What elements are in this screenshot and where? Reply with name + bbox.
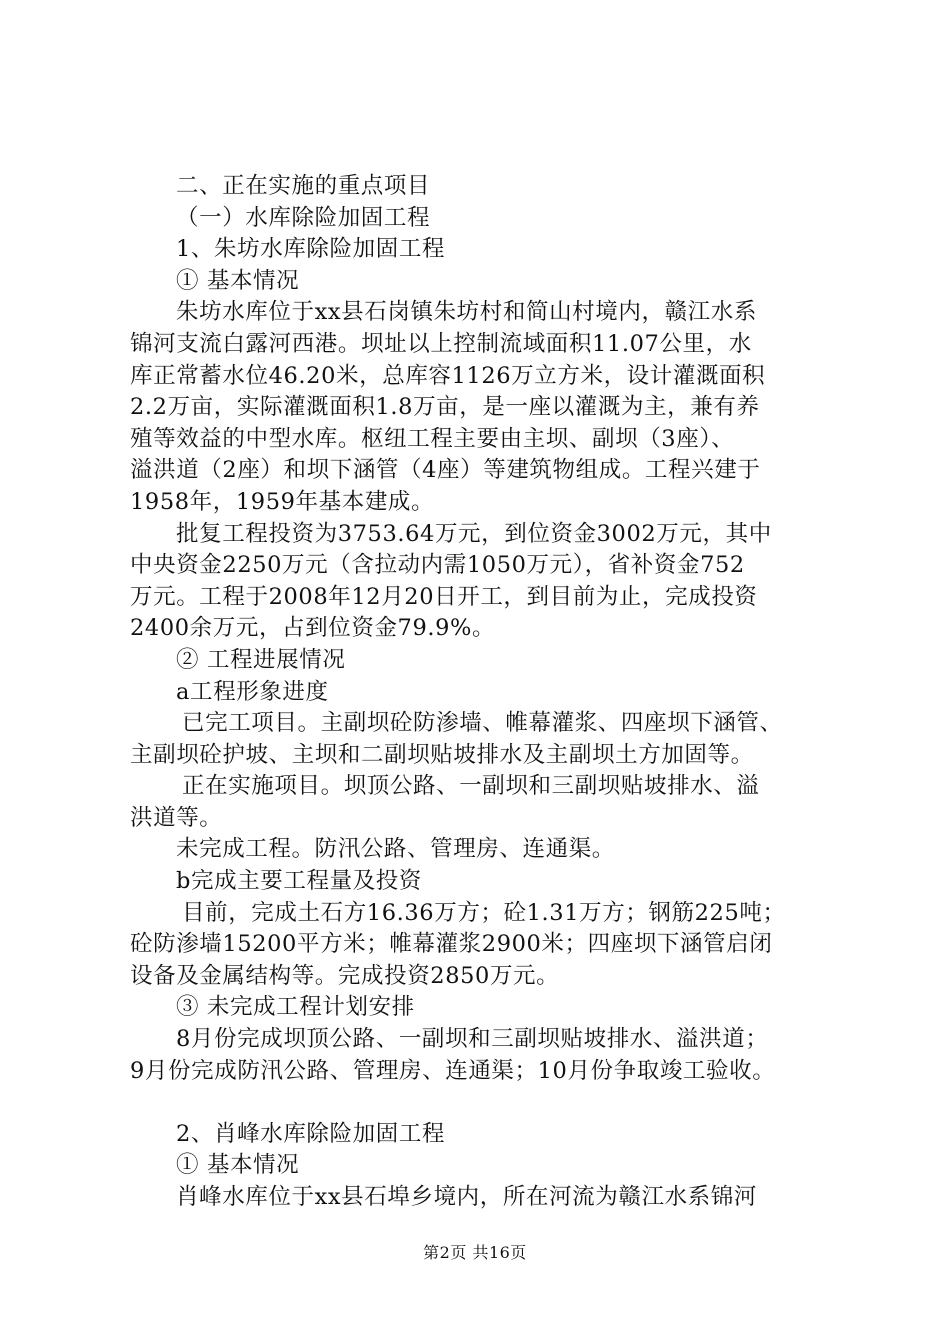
text-line: 殖等效益的中型水库。枢纽工程主要由主坝、副坝（3座）、 [130, 425, 735, 452]
text-line: 未完成工程。防汛公路、管理房、连通渠。 [176, 836, 615, 863]
page-footer: 第2页 共16页 [423, 1243, 527, 1262]
text-line: a工程形象进度 [176, 678, 329, 705]
text-line: ① 基本情况 [176, 1152, 300, 1179]
text-line: 砼防渗墙15200平方米；帷幕灌浆2900米；四座坝下涵管启闭 [130, 931, 773, 958]
text-line: 已完工项目。主副坝砼防渗墙、帷幕灌浆、四座坝下涵管、 [182, 710, 783, 737]
text-line: 目前，完成土石方16.36万方；砼1.31万方；钢筋225吨； [182, 899, 786, 926]
text-line: 中央资金2250万元（含拉动内需1050万元），省补资金752 [130, 552, 745, 579]
text-line: 洪道等。 [130, 804, 223, 831]
text-line: 8月份完成坝顶公路、一副坝和三副坝贴坡排水、溢洪道； [176, 1026, 769, 1053]
text-line: 肖峰水库位于xx县石埠乡境内，所在河流为赣江水系锦河 [176, 1184, 757, 1210]
text-line: 2400余万元，占到位资金79.9%。 [130, 615, 496, 642]
text-line: 主副坝砼护坡、主坝和二副坝贴坡排水及主副坝土方加固等。 [130, 741, 754, 768]
text-line: 朱坊水库位于xx县石岗镇朱坊村和简山村境内，赣江水系 [176, 299, 757, 326]
text-line: 批复工程投资为3753.64万元，到位资金3002万元，其中 [176, 520, 772, 547]
text-line: 正在实施项目。坝顶公路、一副坝和三副坝贴坡排水、溢 [182, 773, 760, 800]
text-line: ① 基本情况 [176, 267, 300, 294]
text-line: 万元。工程于2008年12月20日开工，到目前为止，完成投资 [130, 583, 758, 610]
text-line: 设备及金属结构等。完成投资2850万元。 [130, 962, 560, 989]
text-line: 库正常蓄水位46.20米，总库容1126万立方米，设计灌溉面积 [130, 362, 766, 389]
document-body [130, 171, 842, 1214]
text-line: 2、肖峰水库除险加固工程 [176, 1120, 446, 1147]
text-line: b完成主要工程量及投资 [176, 868, 423, 895]
text-line: ② 工程进展情况 [176, 646, 346, 673]
text-line: 溢洪道（2座）和坝下涵管（4座）等建筑物组成。工程兴建于 [130, 457, 761, 484]
blank-line [130, 1087, 842, 1119]
text-line: 1958年，1959年基本建成。 [130, 488, 435, 515]
text-line: 9月份完成防汛公路、管理房、连通渠；10月份争取竣工验收。 [130, 1057, 776, 1084]
text-line: 1、朱坊水库除险加固工程 [176, 236, 446, 263]
text-line: 二、正在实施的重点项目 [176, 173, 431, 199]
text-line: 2.2万亩，实际灌溉面积1.8万亩，是一座以灌溉为主，兼有养 [130, 394, 760, 421]
text-line: （一）水库除险加固工程 [176, 204, 431, 231]
text-line: ③ 未完成工程计划安排 [176, 994, 415, 1021]
text-line: 锦河支流白露河西港。坝址以上控制流域面积11.07公里，水 [130, 330, 752, 357]
